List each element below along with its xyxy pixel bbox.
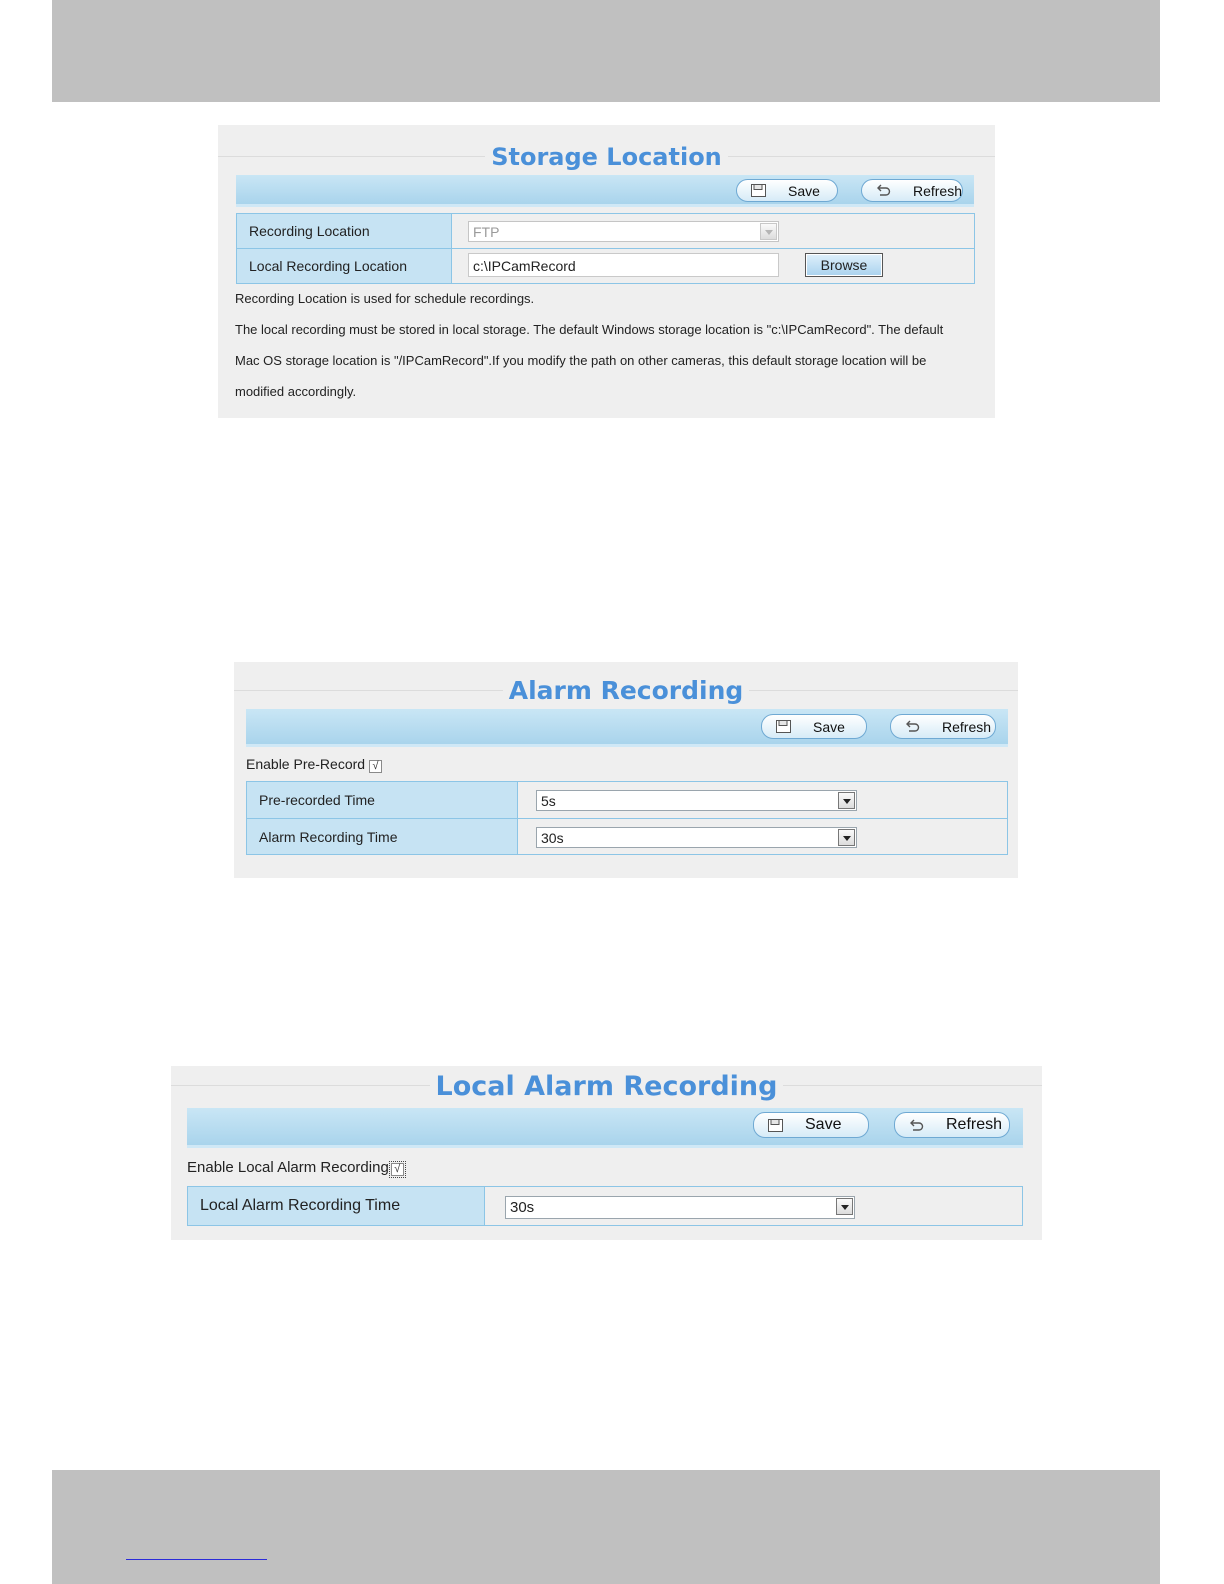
table-row — [247, 782, 1008, 819]
local-alarm-form-table — [187, 1186, 1023, 1226]
footer-link-underline[interactable] — [126, 1559, 267, 1560]
note-line: Recording Location is used for schedule recordings. — [235, 291, 535, 306]
prerecorded-time-value: 5s — [541, 793, 556, 809]
enable-prerecord-label: Enable Pre-Record — [246, 756, 366, 772]
enable-local-alarm-checkbox[interactable]: √ — [391, 1163, 404, 1176]
refresh-button[interactable] — [894, 1112, 1010, 1138]
note-line: The local recording must be stored in local storage. The default Windows storage location is "c:\IPCamRecord". The default — [235, 322, 944, 337]
local-recording-location-cell — [452, 249, 975, 284]
recording-location-select[interactable] — [468, 221, 779, 242]
refresh-label: Refresh — [946, 1116, 1003, 1133]
save-button[interactable] — [753, 1112, 869, 1138]
save-button[interactable] — [761, 714, 867, 739]
refresh-icon — [909, 1119, 924, 1132]
panel-title: Local Alarm Recording — [171, 1071, 1042, 1102]
local-alarm-recording-time-value: 30s — [510, 1199, 535, 1216]
local-recording-location-label: Local Recording Location — [237, 249, 452, 284]
local-alarm-recording-time-select[interactable] — [505, 1196, 855, 1219]
local-alarm-recording-panel — [171, 1066, 1042, 1240]
refresh-label: Refresh — [912, 182, 962, 199]
enable-local-alarm-label: Enable Local Alarm Recording — [187, 1159, 389, 1176]
refresh-icon — [876, 184, 891, 197]
alarm-recording-time-value: 30s — [541, 830, 564, 846]
local-recording-path-input[interactable] — [468, 253, 779, 277]
storage-form-table — [236, 213, 975, 284]
enable-prerecord-row — [246, 756, 382, 772]
chevron-down-icon — [838, 792, 855, 809]
toolbar — [246, 709, 1008, 747]
enable-local-alarm-row — [187, 1159, 404, 1176]
note-line: modified accordingly. — [235, 384, 357, 399]
toolbar — [187, 1108, 1023, 1148]
alarm-recording-time-select[interactable] — [536, 827, 857, 848]
prerecorded-time-cell — [518, 782, 1008, 819]
save-label: Save — [788, 182, 820, 199]
save-icon — [751, 184, 766, 197]
note-line: Mac OS storage location is "/IPCamRecord".If you modify the path on other cameras, this default storage location will be — [235, 353, 927, 368]
table-row — [237, 214, 975, 249]
alarm-recording-panel — [234, 662, 1018, 878]
local-recording-path-value: c:\IPCamRecord — [473, 258, 576, 274]
chevron-down-icon — [838, 829, 855, 846]
alarm-recording-time-cell — [518, 819, 1008, 855]
refresh-icon — [905, 720, 920, 733]
chevron-down-icon — [760, 223, 777, 240]
storage-location-panel — [218, 125, 995, 418]
prerecorded-time-select[interactable] — [536, 790, 857, 811]
alarm-form-table — [246, 781, 1008, 855]
local-alarm-recording-time-cell — [485, 1187, 1023, 1226]
refresh-label: Refresh — [942, 718, 992, 735]
refresh-button[interactable] — [890, 714, 996, 739]
recording-location-value: FTP — [473, 224, 500, 240]
panel-title: Storage Location — [218, 143, 995, 171]
recording-location-cell — [452, 214, 975, 249]
save-label: Save — [805, 1116, 842, 1133]
page-footer-band — [52, 1470, 1160, 1584]
chevron-down-icon — [836, 1198, 853, 1215]
save-icon — [776, 720, 791, 733]
prerecorded-time-label: Pre-recorded Time — [247, 782, 518, 819]
table-row — [247, 819, 1008, 855]
refresh-button[interactable] — [861, 179, 963, 202]
recording-location-label: Recording Location — [237, 214, 452, 249]
enable-prerecord-checkbox[interactable]: √ — [369, 760, 382, 773]
page-header-band — [52, 0, 1160, 102]
table-row — [237, 249, 975, 284]
table-row — [188, 1187, 1023, 1226]
alarm-recording-time-label: Alarm Recording Time — [247, 819, 518, 855]
save-label: Save — [813, 718, 845, 735]
panel-title: Alarm Recording — [234, 676, 1018, 705]
toolbar — [236, 175, 974, 207]
local-alarm-recording-time-label: Local Alarm Recording Time — [188, 1187, 485, 1226]
browse-button[interactable]: Browse — [805, 253, 883, 277]
save-icon — [768, 1119, 783, 1132]
save-button[interactable] — [736, 179, 838, 202]
